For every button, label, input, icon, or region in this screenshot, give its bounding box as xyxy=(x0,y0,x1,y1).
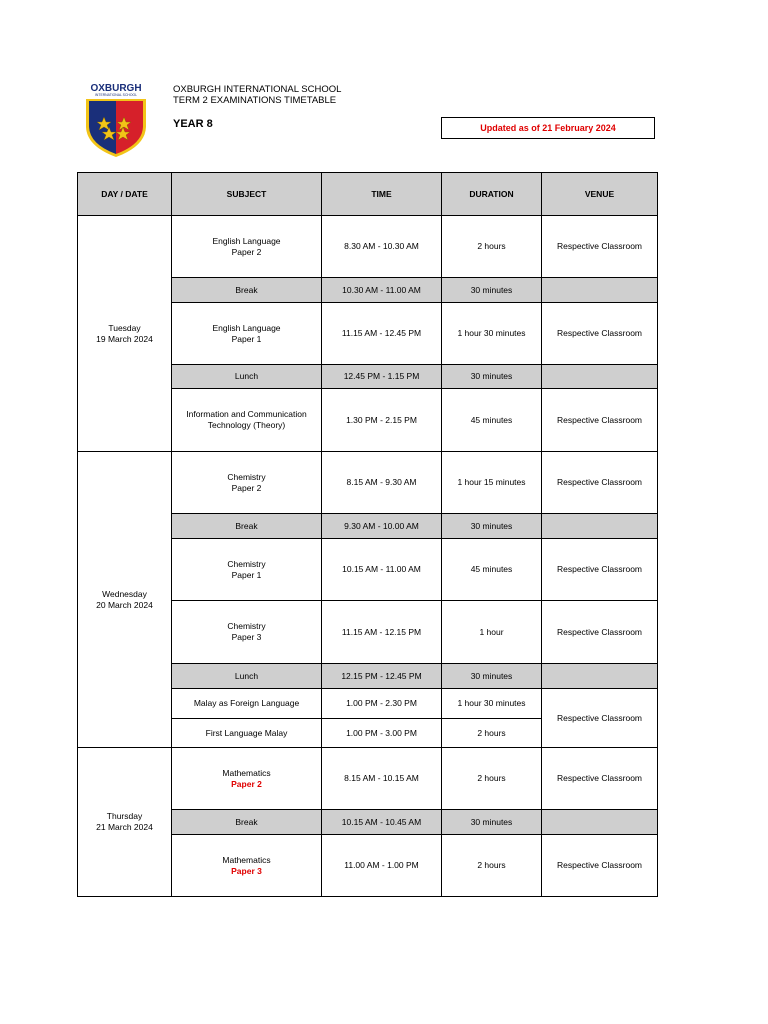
subject-cell: Lunch xyxy=(172,365,322,389)
subject-name: Chemistry xyxy=(227,621,266,631)
day-name: Thursday xyxy=(106,811,143,821)
col-header-subject: SUBJECT xyxy=(172,173,322,216)
duration-cell: 1 hour 15 minutes xyxy=(442,452,542,514)
time-cell: 12.15 PM - 12.45 PM xyxy=(322,664,442,689)
time-cell: 8.15 AM - 9.30 AM xyxy=(322,452,442,514)
subject-cell xyxy=(172,539,322,601)
duration-cell: 1 hour 30 minutes xyxy=(442,303,542,365)
day-cell xyxy=(78,216,172,452)
subject-cell xyxy=(172,748,322,810)
day-cell xyxy=(78,748,172,897)
time-cell: 9.30 AM - 10.00 AM xyxy=(322,514,442,539)
logo-wordmark: OXBURGH xyxy=(90,83,142,94)
col-header-day: DAY / DATE xyxy=(78,173,172,216)
updated-notice: Updated as of 21 February 2024 xyxy=(441,117,655,139)
time-cell: 11.00 AM - 1.00 PM xyxy=(322,835,442,897)
table-row xyxy=(78,748,658,810)
subject-cell xyxy=(172,601,322,664)
school-crest-logo xyxy=(82,82,150,158)
time-cell: 10.30 AM - 11.00 AM xyxy=(322,278,442,303)
subject-cell: Break xyxy=(172,810,322,835)
subject-paper: Paper 2 xyxy=(231,778,262,789)
venue-cell xyxy=(542,664,658,689)
subject-name: Information and Communication xyxy=(186,409,307,419)
exam-timetable xyxy=(77,172,658,897)
duration-cell: 2 hours xyxy=(442,216,542,278)
venue-cell: Respective Classroom xyxy=(542,452,658,514)
venue-cell: Respective Classroom xyxy=(542,303,658,365)
duration-cell: 2 hours xyxy=(442,835,542,897)
duration-cell: 30 minutes xyxy=(442,278,542,303)
venue-cell: Respective Classroom xyxy=(542,601,658,664)
duration-cell: 30 minutes xyxy=(442,365,542,389)
venue-cell: Respective Classroom xyxy=(542,835,658,897)
venue-cell: Respective Classroom xyxy=(542,748,658,810)
document-title: TERM 2 EXAMINATIONS TIMETABLE xyxy=(173,95,337,106)
subject-cell: First Language Malay xyxy=(172,719,322,748)
time-cell: 11.15 AM - 12.15 PM xyxy=(322,601,442,664)
venue-cell xyxy=(542,365,658,389)
time-cell: 8.15 AM - 10.15 AM xyxy=(322,748,442,810)
table-row xyxy=(78,452,658,514)
venue-cell: Respective Classroom xyxy=(542,689,658,748)
venue-cell xyxy=(542,810,658,835)
time-cell: 10.15 AM - 10.45 AM xyxy=(322,810,442,835)
subject-name: Chemistry xyxy=(227,471,266,482)
venue-cell xyxy=(542,514,658,539)
table-header-row xyxy=(78,173,658,216)
subject-name: Chemistry xyxy=(227,558,266,569)
col-header-duration: DURATION xyxy=(442,173,542,216)
venue-cell: Respective Classroom xyxy=(542,539,658,601)
subject-cell xyxy=(172,452,322,514)
table-row xyxy=(78,216,658,278)
subject-paper: Technology (Theory) xyxy=(207,420,286,430)
col-header-venue: VENUE xyxy=(542,173,658,216)
duration-cell: 2 hours xyxy=(442,719,542,748)
time-cell: 1.30 PM - 2.15 PM xyxy=(322,389,442,452)
subject-name: Mathematics xyxy=(222,767,271,778)
col-header-time: TIME xyxy=(322,173,442,216)
venue-cell: Respective Classroom xyxy=(542,389,658,452)
subject-paper: Paper 3 xyxy=(231,865,262,876)
duration-cell: 2 hours xyxy=(442,748,542,810)
duration-cell: 30 minutes xyxy=(442,810,542,835)
duration-cell: 1 hour 30 minutes xyxy=(442,689,542,719)
subject-paper: Paper 2 xyxy=(231,246,262,257)
venue-cell xyxy=(542,278,658,303)
subject-cell: Break xyxy=(172,514,322,539)
subject-cell: Lunch xyxy=(172,664,322,689)
subject-paper: Paper 1 xyxy=(231,333,262,344)
subject-name: Mathematics xyxy=(222,854,271,865)
logo-subtext: INTERNATIONAL SCHOOL xyxy=(94,93,138,97)
time-cell: 1.00 PM - 3.00 PM xyxy=(322,719,442,748)
year-level: YEAR 8 xyxy=(173,118,213,130)
time-cell: 12.45 PM - 1.15 PM xyxy=(322,365,442,389)
subject-cell xyxy=(172,303,322,365)
subject-paper: Paper 3 xyxy=(231,632,262,642)
subject-cell xyxy=(172,389,322,452)
day-cell xyxy=(78,452,172,748)
subject-cell xyxy=(172,835,322,897)
subject-cell xyxy=(172,216,322,278)
subject-paper: Paper 2 xyxy=(231,482,262,493)
duration-cell: 45 minutes xyxy=(442,539,542,601)
duration-cell: 1 hour xyxy=(442,601,542,664)
day-date: 19 March 2024 xyxy=(96,333,153,344)
day-name: Wednesday xyxy=(102,588,147,599)
duration-cell: 45 minutes xyxy=(442,389,542,452)
subject-name: English Language xyxy=(212,235,281,246)
day-date: 21 March 2024 xyxy=(96,822,153,832)
duration-cell: 30 minutes xyxy=(442,514,542,539)
subject-cell: Break xyxy=(172,278,322,303)
time-cell: 11.15 AM - 12.45 PM xyxy=(322,303,442,365)
subject-cell: Malay as Foreign Language xyxy=(172,689,322,719)
subject-name: English Language xyxy=(212,322,281,333)
time-cell: 10.15 AM - 11.00 AM xyxy=(322,539,442,601)
day-date: 20 March 2024 xyxy=(96,599,153,610)
duration-cell: 30 minutes xyxy=(442,664,542,689)
school-name: OXBURGH INTERNATIONAL SCHOOL xyxy=(173,84,342,95)
time-cell: 8.30 AM - 10.30 AM xyxy=(322,216,442,278)
subject-paper: Paper 1 xyxy=(231,569,262,580)
venue-cell: Respective Classroom xyxy=(542,216,658,278)
time-cell: 1.00 PM - 2.30 PM xyxy=(322,689,442,719)
day-name: Tuesday xyxy=(108,322,141,333)
